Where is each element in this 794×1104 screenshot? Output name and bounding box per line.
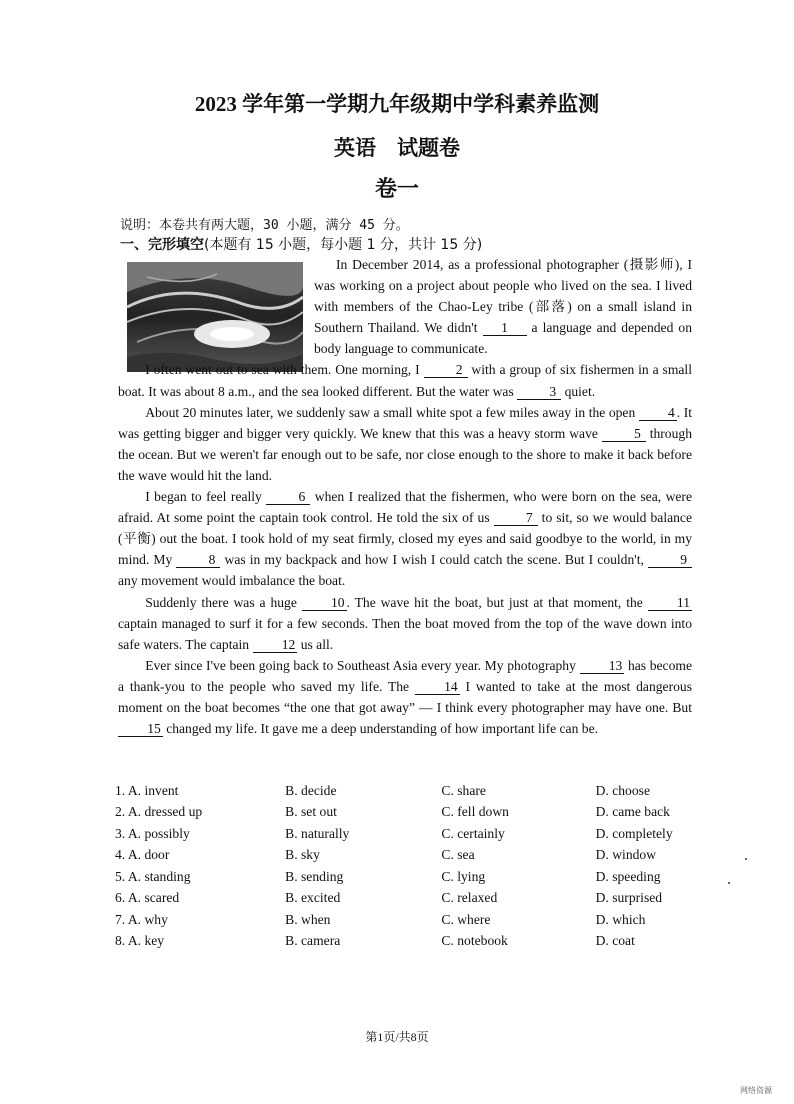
blank-13[interactable]: 13 xyxy=(580,659,625,674)
blank-5[interactable]: 5 xyxy=(602,427,646,442)
option-d[interactable]: D. surprised xyxy=(595,890,663,906)
question-row xyxy=(115,823,715,845)
option-a[interactable]: 2. A. dressed up xyxy=(115,804,203,820)
section-heading xyxy=(120,234,482,254)
option-a[interactable]: 8. A. key xyxy=(115,933,165,949)
passage-paragraph: Suddenly there was a huge 10 . The wave hit the boat, but just at that moment, the 11 captain managed to surf it for a few seconds. Then the boat moved from the top of the wave down into safe waters. The captain 12 us all. xyxy=(118,594,692,652)
question-row xyxy=(115,866,715,888)
blank-8[interactable]: 8 xyxy=(176,553,220,568)
blank-6[interactable]: 6 xyxy=(266,490,310,505)
option-d[interactable]: D. window xyxy=(595,847,657,863)
option-c[interactable]: C. share xyxy=(441,782,486,798)
option-c[interactable]: C. sea xyxy=(441,847,475,863)
blank-3[interactable]: 3 xyxy=(517,385,561,400)
question-row xyxy=(115,802,715,824)
passage-paragraph: In December 2014, as a professional photographer (摄影师), I was working on a project about people who lived on the sea. I lived with members of the Chao-Ley tribe (部落) on a small island in Southern Thailand. We didn't 1 a language and depended on body language to communicate. xyxy=(314,257,692,357)
option-a[interactable]: 1. A. invent xyxy=(115,782,179,798)
blank-9[interactable]: 9 xyxy=(648,553,692,568)
option-a[interactable]: 6. A. scared xyxy=(115,890,180,906)
passage-paragraph: I often went out to sea with them. One morning, I 2 with a group of six fishermen in a small boat. It was about 8 a.m., and the sea looked different. But the water was 3 quiet. xyxy=(118,362,692,399)
option-d[interactable]: D. speeding xyxy=(595,868,661,884)
passage-paragraph: Ever since I've been going back to Southeast Asia every year. My photography 13 has become a thank-you to the people who saved my life. The 14 I wanted to take at the most dangerous moment on the boat becomes “the one that got away” — I think every photographer may have one. But 15 changed my life. It gave me a deep understanding of how important life can be. xyxy=(118,657,692,737)
page-number: 第1页/共8页 xyxy=(365,1030,429,1044)
option-c[interactable]: C. certainly xyxy=(441,825,505,841)
answer-options xyxy=(115,780,715,952)
paper-part-label: 卷一 xyxy=(374,176,419,201)
blank-2[interactable]: 2 xyxy=(424,363,468,378)
option-d[interactable]: D. completely xyxy=(595,825,673,841)
blank-4[interactable]: 4 xyxy=(639,406,677,421)
option-b[interactable]: B. naturally xyxy=(285,825,350,841)
question-row xyxy=(115,888,715,910)
option-b[interactable]: B. sky xyxy=(285,847,320,863)
question-row xyxy=(115,780,715,802)
option-d[interactable]: D. came back xyxy=(595,804,670,820)
option-b[interactable]: B. set out xyxy=(285,804,337,820)
passage-paragraph: I began to feel really 6 when I realized that the fishermen, who were born on the sea, were afraid. At some point the captain took control. He told the six of us 7 to sit, so we would balance (平衡) out the boat. I took hold of my seat firmly, closed my eyes and said goodbye to the world, in my mind. My 8 was in my backpack and how I wish I could catch the scene. But I couldn't, 9 any movement would imbalance the boat. xyxy=(118,489,693,589)
blank-14[interactable]: 14 xyxy=(415,680,460,695)
cloze-passage xyxy=(118,254,692,739)
instructions: 说明：本卷共有两大题，30 小题，满分 45 分。 xyxy=(120,218,409,233)
option-c[interactable]: C. where xyxy=(441,911,491,927)
option-d[interactable]: D. coat xyxy=(595,933,635,949)
scan-speck xyxy=(745,858,747,860)
watermark: 网络资源 xyxy=(740,1086,772,1095)
question-row xyxy=(115,931,715,953)
section-detail: (本题有 15 小题，每小题 1 分，共计 15 分) xyxy=(204,237,483,253)
option-b[interactable]: B. sending xyxy=(285,868,344,884)
option-a[interactable]: 7. A. why xyxy=(115,911,168,927)
option-d[interactable]: D. which xyxy=(595,911,646,927)
exam-title: 2023 学年第一学期九年级期中学科素养监测 xyxy=(194,92,600,116)
option-a[interactable]: 5. A. standing xyxy=(115,868,191,884)
exam-subtitle: 英语 试题卷 xyxy=(334,136,460,160)
option-c[interactable]: C. fell down xyxy=(441,804,509,820)
question-row xyxy=(115,845,715,867)
option-b[interactable]: B. excited xyxy=(285,890,341,906)
question-row xyxy=(115,909,715,931)
option-c[interactable]: C. lying xyxy=(441,868,486,884)
blank-15[interactable]: 15 xyxy=(118,722,163,737)
blank-12[interactable]: 12 xyxy=(253,638,298,653)
option-b[interactable]: B. decide xyxy=(285,782,337,798)
option-b[interactable]: B. camera xyxy=(285,933,341,949)
blank-10[interactable]: 10 xyxy=(302,596,347,611)
blank-11[interactable]: 11 xyxy=(648,596,692,611)
blank-1[interactable]: 1 xyxy=(483,321,527,336)
section-title: 一、完形填空 xyxy=(120,237,204,253)
option-c[interactable]: C. notebook xyxy=(441,933,508,949)
option-a[interactable]: 3. A. possibly xyxy=(115,825,190,841)
option-b[interactable]: B. when xyxy=(285,911,331,927)
option-a[interactable]: 4. A. door xyxy=(115,847,170,863)
option-c[interactable]: C. relaxed xyxy=(441,890,498,906)
scan-speck xyxy=(728,882,730,884)
passage-paragraph: About 20 minutes later, we suddenly saw a small white spot a few miles away in the open 4 . It was getting bigger and bigger very quickly. We knew that this was a heavy storm wave 5 through the ocean. But we weren't far enough out to be safe, nor close enough to the shore to make it back before the wave would hit the land. xyxy=(118,404,693,483)
option-d[interactable]: D. choose xyxy=(595,782,650,798)
blank-7[interactable]: 7 xyxy=(494,511,538,526)
